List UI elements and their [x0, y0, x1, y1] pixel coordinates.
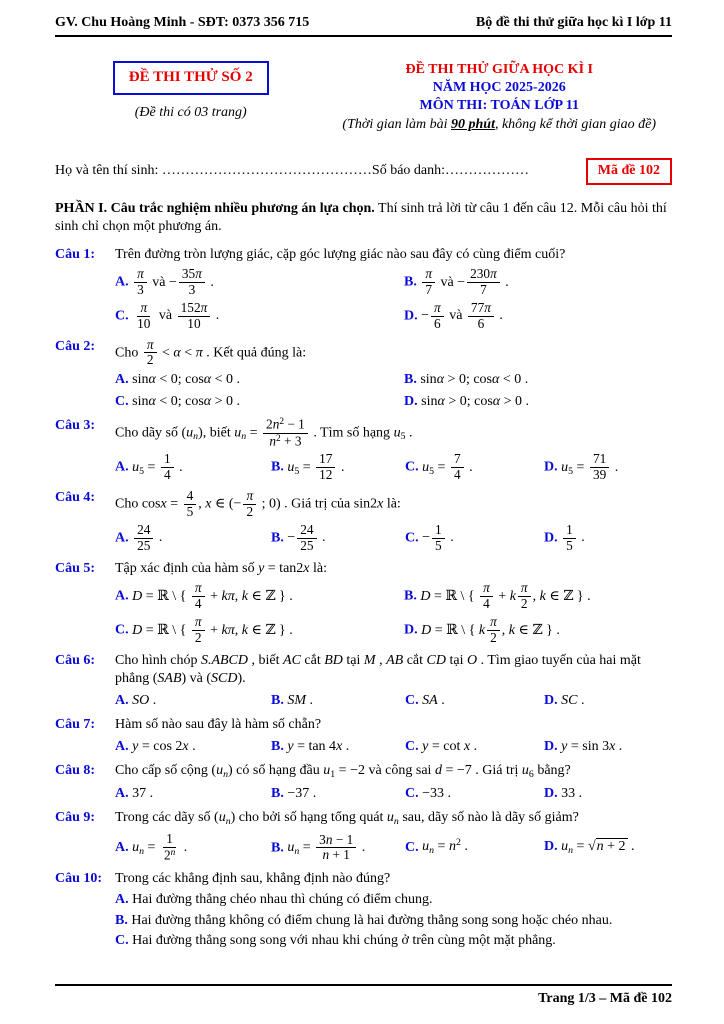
page-footer [55, 974, 672, 1008]
option-body: $u_n = n^2$ . [422, 837, 468, 857]
option-body: SC . [561, 692, 585, 708]
question-label: Câu 2: [55, 338, 96, 354]
option-body: 33 . [561, 785, 583, 801]
option-body: Hai đường thẳng chéo nhau thì chúng có điểm chung. [132, 892, 433, 908]
option-body: $\frac{24}{25}$ . [132, 530, 162, 545]
option-key: C. [115, 933, 133, 949]
option-key: D. [544, 530, 562, 546]
fraction: $\frac{1}{5}$ [563, 523, 576, 554]
time-duration: 90 phút [451, 117, 495, 133]
fraction: $\frac{4}{5}$ [184, 489, 197, 520]
question-label: Câu 10: [55, 870, 103, 886]
question-4 [55, 489, 672, 554]
option-key: C. [115, 308, 133, 324]
option-A [115, 832, 265, 863]
options [115, 692, 672, 710]
fraction: $\frac{35\pi}{3}$ [179, 267, 205, 298]
option-body: $\frac{1}{5}$ . [561, 530, 585, 545]
option-body: $\frac{\pi}{7}$ và − $\frac{230\pi}{7}$ . [420, 275, 508, 290]
option-key: D. [544, 839, 562, 854]
option-D [544, 838, 672, 858]
option-A [115, 692, 265, 710]
option-key: B. [404, 588, 421, 604]
option-body: $u_n$ = $\frac{3n - 1}{n + 1}$ . [287, 831, 366, 863]
question-8 [55, 762, 672, 803]
option-body: Hai đường thẳng không có điểm chung là hai đường thẳng song song hoặc chéo nhau. [131, 912, 613, 928]
option-key: A. [115, 530, 133, 546]
question-7 [55, 716, 672, 756]
option-D [404, 615, 672, 646]
question-6 [55, 652, 672, 710]
exam-code-box: Mã đề 102 [586, 158, 672, 184]
option-key: B. [271, 692, 288, 708]
option-body: − $\frac{\pi}{6}$ và $\frac{77\pi}{6}$ . [421, 299, 503, 331]
question-stem: Cho $\frac{\pi}{2}$ < α < π . Kết quả đúng là: [115, 336, 307, 368]
option-body: $u_n = √n + 2$ . [561, 839, 635, 856]
options [115, 581, 672, 646]
fraction: $\frac{77\pi}{6}$ [468, 301, 494, 332]
fraction: $\frac{\pi}{3}$ [134, 267, 147, 298]
option-key: D. [404, 308, 422, 324]
fraction: $\frac{24}{25}$ [134, 523, 153, 554]
option-D [544, 523, 672, 554]
option-body: y = tan 4x . [287, 738, 350, 754]
option-key: A. [115, 588, 133, 604]
option-A [115, 523, 265, 554]
option-key: A. [115, 785, 133, 801]
question-stem: Cho cấp số cộng $(u_n)$ có số hạng đầu $u_1 = -2$ và công sai d = −7 . Giá trị $u_6$ bằng? [115, 763, 571, 780]
option-C [115, 301, 398, 332]
option-key: C. [405, 738, 423, 754]
option-key: C. [405, 692, 423, 708]
header-divider [55, 35, 672, 37]
option-key: D. [544, 785, 562, 801]
question-stem: Tập xác định của hàm số y = tan2x là: [115, 560, 327, 576]
option-D [544, 785, 672, 803]
option-body: −33 . [422, 785, 452, 801]
option-key: B. [404, 274, 421, 290]
fraction: $\frac{152\pi}{10}$ [178, 301, 211, 332]
option-key: B. [404, 372, 421, 388]
option-body: $u_5$ = $\frac{71}{39}$ . [561, 451, 619, 483]
option-C [405, 452, 538, 483]
option-key: B. [271, 738, 288, 754]
option-D [544, 692, 672, 710]
question-9 [55, 809, 672, 863]
question-5 [55, 560, 672, 646]
option-key: D. [404, 393, 422, 409]
question-label: Câu 5: [55, 560, 96, 576]
options [115, 267, 672, 332]
options [115, 738, 672, 756]
option-B [271, 785, 399, 803]
question-stem: Trong các dãy số $(u_n)$ cho bởi số hạng tổng quát $u_n$ sau, dãy số nào là dãy số giảm? [115, 810, 579, 828]
option-body: $u_5$ = $\frac{17}{12}$ . [287, 451, 345, 483]
option-C [405, 785, 538, 803]
option-body: y = sin 3x . [561, 738, 623, 754]
option-C [405, 692, 538, 710]
exam-number-box [113, 61, 269, 95]
option-key: B. [271, 530, 288, 546]
question-stem: Cho cosx = $\frac{4}{5}$ , x ∈ (− $\frac{\pi}{2}$ ; 0) . Giá trị của sin2x là: [115, 488, 401, 519]
option-body: sinα > 0; cosα < 0 . [420, 372, 529, 388]
option-C [405, 738, 538, 756]
option-B [404, 371, 672, 389]
option-C [115, 615, 398, 646]
option-body: sinα < 0; cosα > 0 . [132, 393, 241, 409]
option-B [404, 267, 672, 298]
square-root: √n + 2 [587, 839, 626, 854]
option-C [115, 932, 672, 950]
fraction: $\frac{1}{2^n}$ [163, 831, 176, 863]
option-C [405, 838, 538, 859]
fraction: $\frac{24}{25}$ [297, 523, 316, 554]
fraction: $\frac{17}{12}$ [316, 452, 335, 483]
fraction: $\frac{\pi}{4}$ [480, 581, 493, 612]
part1-instructions: Thí sinh trả lời từ câu 1 đến câu 12. Mỗi câu hỏi thí sinh chỉ chọn một phương án. [55, 200, 667, 235]
option-body: Hai đường thẳng song song với nhau khi chúng ở trên cùng một mặt phẳng. [132, 933, 556, 949]
question-stem: Hàm số nào sau đây là hàm số chẵn? [115, 717, 322, 733]
option-key: B. [115, 912, 132, 928]
option-A [115, 581, 398, 612]
option-key: A. [115, 892, 133, 908]
options [115, 452, 672, 483]
option-body: D = ℝ \ { $\frac{\pi}{4}$ + k $\frac{\pi}{2}$ , k ∈ ℤ } . [420, 580, 591, 612]
question-stem: Cho dãy số $(u_n)$, biết $u_n$ = $\frac{2n^2 - 1}{n^2 + 3}$ . Tìm số hạng $u_5$ . [115, 416, 413, 449]
option-body: D = ℝ \ { $\frac{\pi}{2}$ + kπ, k ∈ ℤ } . [132, 613, 293, 645]
exam-number-label: ĐỀ THI THỬ SỐ 2 [128, 69, 253, 86]
option-body: sinα < 0; cosα < 0 . [132, 372, 241, 388]
option-body: −37 . [287, 785, 317, 801]
part1-title: PHẦN I. Câu trắc nghiệm nhiều phương án lựa chọn. [55, 200, 375, 216]
option-body: $\frac{\pi}{10}$ và $\frac{152\pi}{10}$ . [132, 308, 219, 323]
option-A [115, 371, 398, 389]
question-3 [55, 417, 672, 483]
option-key: D. [404, 622, 422, 638]
option-D [544, 738, 672, 756]
option-body: $u_n$ = $\frac{1}{2^n}$ . [132, 831, 188, 863]
option-key: A. [115, 692, 133, 708]
title-block [55, 61, 672, 134]
option-C [405, 523, 538, 554]
options [115, 371, 672, 411]
option-key: D. [544, 692, 562, 708]
fraction: $\frac{\pi}{6}$ [431, 301, 444, 332]
option-key: D. [544, 459, 562, 475]
pages-note: (Đề thi có 03 trang) [134, 105, 247, 121]
fraction: $\frac{1}{4}$ [161, 452, 174, 483]
student-info-row [55, 158, 672, 184]
options [115, 785, 672, 803]
school-year: NĂM HỌC 2025-2026 [432, 80, 566, 96]
option-key: C. [115, 393, 133, 409]
option-A [115, 891, 672, 909]
option-body: sinα > 0; cosα > 0 . [421, 393, 530, 409]
option-body: $u_5$ = $\frac{1}{4}$ . [132, 451, 183, 483]
question-10 [55, 870, 672, 951]
question-label: Câu 6: [55, 652, 96, 668]
fraction: $\frac{3n - 1}{n + 1}$ [316, 833, 356, 864]
option-B [271, 833, 399, 864]
student-name-line: Họ và tên thí sinh: ………………………………………Số báo danh:……………… [55, 163, 530, 179]
fraction: $\frac{\pi}{2}$ [192, 615, 205, 646]
fraction: $\frac{\pi}{2}$ [243, 489, 256, 520]
option-D [544, 452, 672, 483]
option-key: B. [271, 840, 288, 856]
option-B [115, 912, 672, 930]
option-key: C. [405, 530, 423, 546]
question-label: Câu 3: [55, 418, 96, 434]
option-C [115, 393, 398, 411]
questions-list [55, 246, 672, 957]
fraction: $\frac{\pi}{4}$ [192, 581, 205, 612]
option-key: C. [405, 785, 423, 801]
option-key: D. [544, 738, 562, 754]
header-series-title: Bộ đề thi thử giữa học kì I lớp 11 [475, 15, 672, 30]
footer-divider [55, 984, 672, 986]
options [115, 523, 672, 554]
option-body: y = cot x . [422, 738, 478, 754]
fraction: $\frac{2n^2 - 1}{n^2 + 3}$ [263, 417, 308, 449]
footer-page-number: Trang 1/3 – Mã đề 102 [538, 990, 672, 1006]
fraction: $\frac{230\pi}{7}$ [467, 267, 500, 298]
question-2 [55, 338, 672, 412]
option-body: $u_5$ = $\frac{7}{4}$ . [422, 451, 473, 483]
option-A [115, 452, 265, 483]
question-stem: Trong các khẳng định sau, khẳng định nào đúng? [115, 870, 391, 886]
options [115, 832, 672, 863]
fraction: $\frac{\pi}{2}$ [487, 615, 500, 646]
option-B [271, 452, 399, 483]
option-body: − $\frac{24}{25}$ . [287, 521, 326, 553]
question-stem: Cho hình chóp S.ABCD , biết AC cắt BD tại M , AB cắt CD tại O . Tìm giao tuyến của hai mặt phẳng (SAB) và (SCD). [115, 652, 641, 687]
page-header [55, 14, 672, 32]
option-body: 37 . [132, 785, 154, 801]
exam-title: ĐỀ THI THỬ GIỮA HỌC KÌ I [405, 62, 593, 78]
option-key: A. [115, 840, 133, 856]
option-B [404, 581, 672, 612]
question-label: Câu 9: [55, 810, 96, 826]
fraction: $\frac{\pi}{7}$ [422, 267, 435, 298]
option-key: A. [115, 738, 133, 754]
question-stem: Trên đường tròn lượng giác, cặp góc lượng giác nào sau đây có cùng điểm cuối? [115, 246, 566, 262]
option-body: $\frac{\pi}{3}$ và − $\frac{35\pi}{3}$ . [132, 275, 214, 290]
option-key: B. [271, 459, 288, 475]
question-label: Câu 7: [55, 717, 96, 733]
option-body: SM . [287, 692, 314, 708]
question-label: Câu 1: [55, 246, 96, 262]
option-B [271, 738, 399, 756]
title-left-column [55, 61, 326, 134]
part1-heading [55, 200, 672, 237]
option-D [404, 393, 672, 411]
fraction: $\frac{7}{4}$ [451, 452, 464, 483]
option-body: y = cos 2x . [132, 738, 196, 754]
option-A [115, 738, 265, 756]
title-right-column [326, 61, 672, 134]
header-teacher-info: GV. Chu Hoàng Minh - SĐT: 0373 356 715 [55, 15, 310, 30]
option-body: D = ℝ \ { k $\frac{\pi}{2}$ , k ∈ ℤ } . [421, 613, 560, 645]
fraction: $\frac{1}{5}$ [432, 523, 445, 554]
option-key: C. [405, 839, 423, 855]
option-D [404, 301, 672, 332]
option-key: B. [271, 785, 288, 801]
option-B [271, 692, 399, 710]
question-1 [55, 246, 672, 332]
option-key: A. [115, 274, 133, 290]
option-body: SO . [132, 692, 157, 708]
option-key: A. [115, 459, 133, 475]
fraction: $\frac{\pi}{2}$ [144, 338, 157, 369]
fraction: $\frac{\pi}{2}$ [518, 581, 531, 612]
option-key: C. [405, 459, 423, 475]
options [115, 891, 672, 950]
option-key: A. [115, 372, 133, 388]
option-A [115, 785, 265, 803]
option-body: − $\frac{1}{5}$ . [422, 521, 454, 553]
option-body: SA . [422, 692, 445, 708]
subject-line: MÔN THI: TOÁN LỚP 11 [419, 98, 579, 114]
option-B [271, 523, 399, 554]
time-note: (Thời gian làm bài 90 phút, không kể thời gian giao đề) [342, 117, 657, 133]
option-A [115, 267, 398, 298]
fraction: $\frac{\pi}{10}$ [137, 299, 151, 331]
question-label: Câu 4: [55, 490, 96, 506]
option-body: D = ℝ \ { $\frac{\pi}{4}$ + kπ, k ∈ ℤ } . [132, 580, 293, 612]
fraction: $\frac{71}{39}$ [590, 452, 609, 483]
question-label: Câu 8: [55, 763, 96, 779]
option-key: C. [115, 622, 133, 638]
